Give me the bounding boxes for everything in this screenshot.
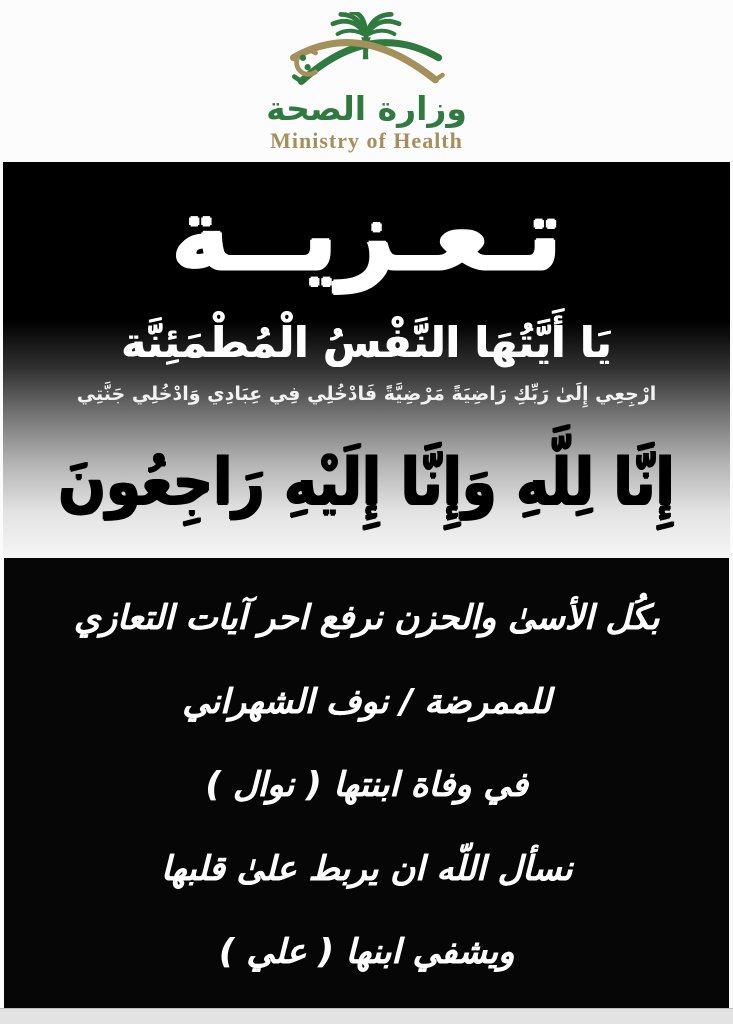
moh-header: [0, 0, 733, 162]
condolence-line-nurse-name: للممرضة / نوف الشهراني: [182, 681, 551, 722]
ministry-name-arabic: وزارة الصحة: [266, 89, 467, 128]
condolence-message-card: [4, 558, 729, 1008]
quran-verse-continuation: ارْجِعِي إِلَىٰ رَبِّكِ رَاضِيَةً مَرْضِيَّةً فَادْخُلِي فِي عِبَادِي وَادْخُلِي جَنَّتِي: [76, 383, 657, 405]
condolence-line-daughter: في وفاة ابنتها ( نوال ): [205, 765, 528, 805]
inna-lillah-calligraphy: إِنَّا لِلَّهِ وَإِنَّا إِلَيْهِ رَاجِعُونَ: [58, 445, 675, 520]
memorial-art-panel: [3, 162, 730, 558]
ministry-name-english: Ministry of Health: [270, 128, 463, 153]
quran-verse-main: يَا أَيَّتُهَا النَّفْسُ الْمُطْمَئِنَّة: [121, 318, 612, 367]
ministry-of-health-logo-icon: [266, 12, 466, 94]
condolence-line-prayer-son: ويشفي ابنها ( علي ): [218, 932, 515, 972]
crossed-swords-icon: [293, 43, 442, 82]
condolence-line-prayer-heart: نسأل اللّه ان يربط علىٰ قلبها: [160, 848, 573, 889]
condolence-line-sorrow: بكُل الأسىٰ والحزن نرفع احر آيات التعازي: [73, 598, 660, 638]
bottom-strip: [0, 1008, 733, 1024]
condolence-title: تـعـزيــة: [170, 176, 563, 293]
